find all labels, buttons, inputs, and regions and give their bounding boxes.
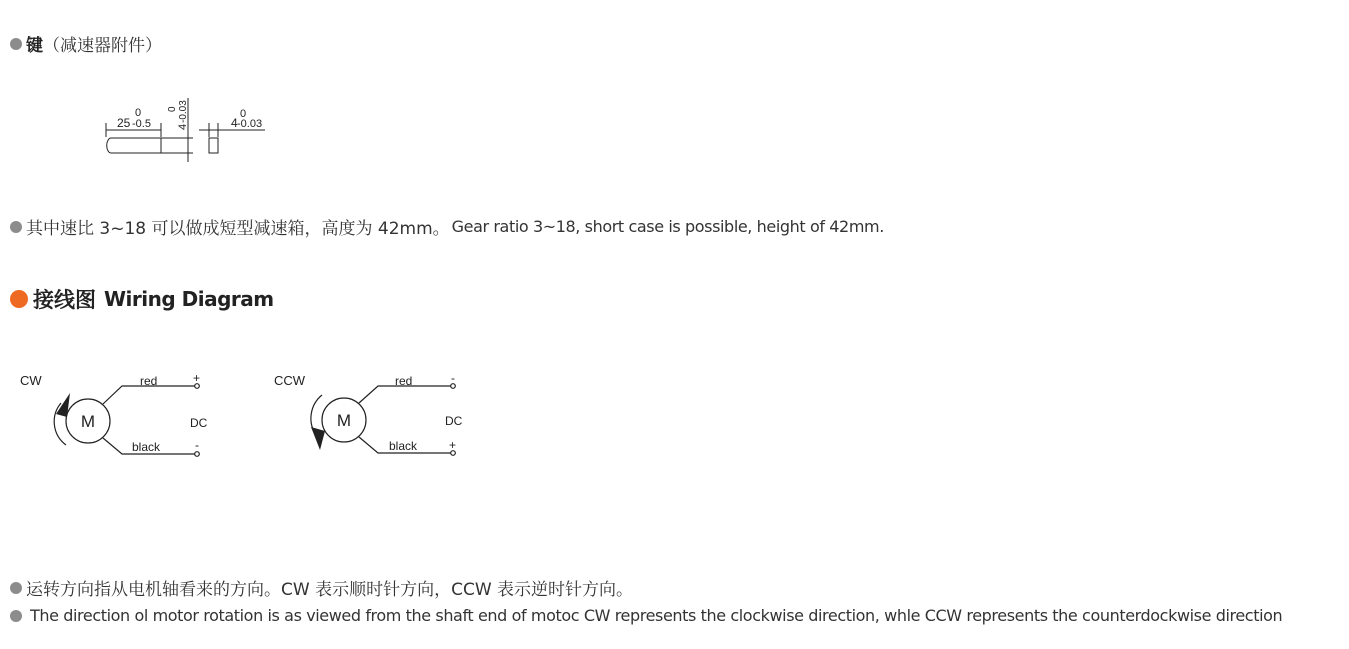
- length-dim: 25: [117, 116, 131, 130]
- bullet-icon: [10, 38, 22, 50]
- key-title-bold: 键: [26, 36, 43, 56]
- note-zh: [10, 575, 633, 600]
- length-tol-upper: 0: [135, 107, 142, 119]
- key-drawing: [95, 90, 280, 170]
- wiring-title-zh: 接线图: [33, 288, 96, 312]
- bullet-icon: [10, 610, 22, 622]
- cw-label: CW: [20, 373, 42, 388]
- ccw-top-sign: -: [451, 371, 455, 385]
- cw-bottom-sign: -: [195, 438, 199, 452]
- height-tol-lower: -0.03: [178, 100, 189, 123]
- ccw-motor-label: M: [336, 411, 352, 430]
- key-heading: [10, 31, 162, 56]
- width-dim: 4: [231, 116, 238, 130]
- note-en-text: The direction ol motor rotation is as viewed from the shaft end of motoc CW represents the clockwise direction, whle CCW represents the counterdockwise direction: [30, 606, 1283, 625]
- cw-top-wire: red: [140, 374, 158, 388]
- width-tol-lower: -0.03: [237, 118, 263, 130]
- wiring-title-en: Wiring Diagram: [104, 287, 274, 311]
- note-zh-text: 运转方向指从电机轴看来的方向。CW 表示顺时针方向，CCW 表示逆时针方向。: [26, 580, 634, 600]
- length-tol-lower: -0.5: [132, 118, 151, 130]
- height-tol-upper: 0: [167, 106, 178, 112]
- gear-note: [10, 214, 884, 239]
- cw-top-sign: +: [193, 371, 201, 385]
- key-title-rest: （减速器附件）: [43, 36, 162, 56]
- height-dim: 4: [177, 123, 189, 130]
- gear-note-en: Gear ratio 3~18, short case is possible, height of 42mm.: [451, 217, 884, 236]
- width-tol-upper: 0: [240, 108, 247, 120]
- cw-diagram: [15, 365, 220, 465]
- note-en: [10, 606, 1282, 625]
- bullet-icon: [10, 582, 22, 594]
- cw-supply: DC: [190, 416, 208, 430]
- ccw-bottom-wire: black: [389, 439, 418, 453]
- wiring-heading: [10, 284, 274, 314]
- ccw-top-wire: red: [395, 374, 413, 388]
- ccw-supply: DC: [445, 414, 463, 428]
- bullet-icon: [10, 221, 22, 233]
- cw-motor-label: M: [80, 412, 96, 431]
- cw-bottom-wire: black: [132, 440, 161, 454]
- ccw-diagram: [270, 365, 475, 465]
- ccw-bottom-sign: +: [449, 438, 457, 452]
- ccw-label: CCW: [274, 373, 306, 388]
- gear-note-zh: 其中速比 3~18 可以做成短型减速箱，高度为 42mm。: [26, 219, 450, 239]
- bullet-icon: [10, 290, 28, 308]
